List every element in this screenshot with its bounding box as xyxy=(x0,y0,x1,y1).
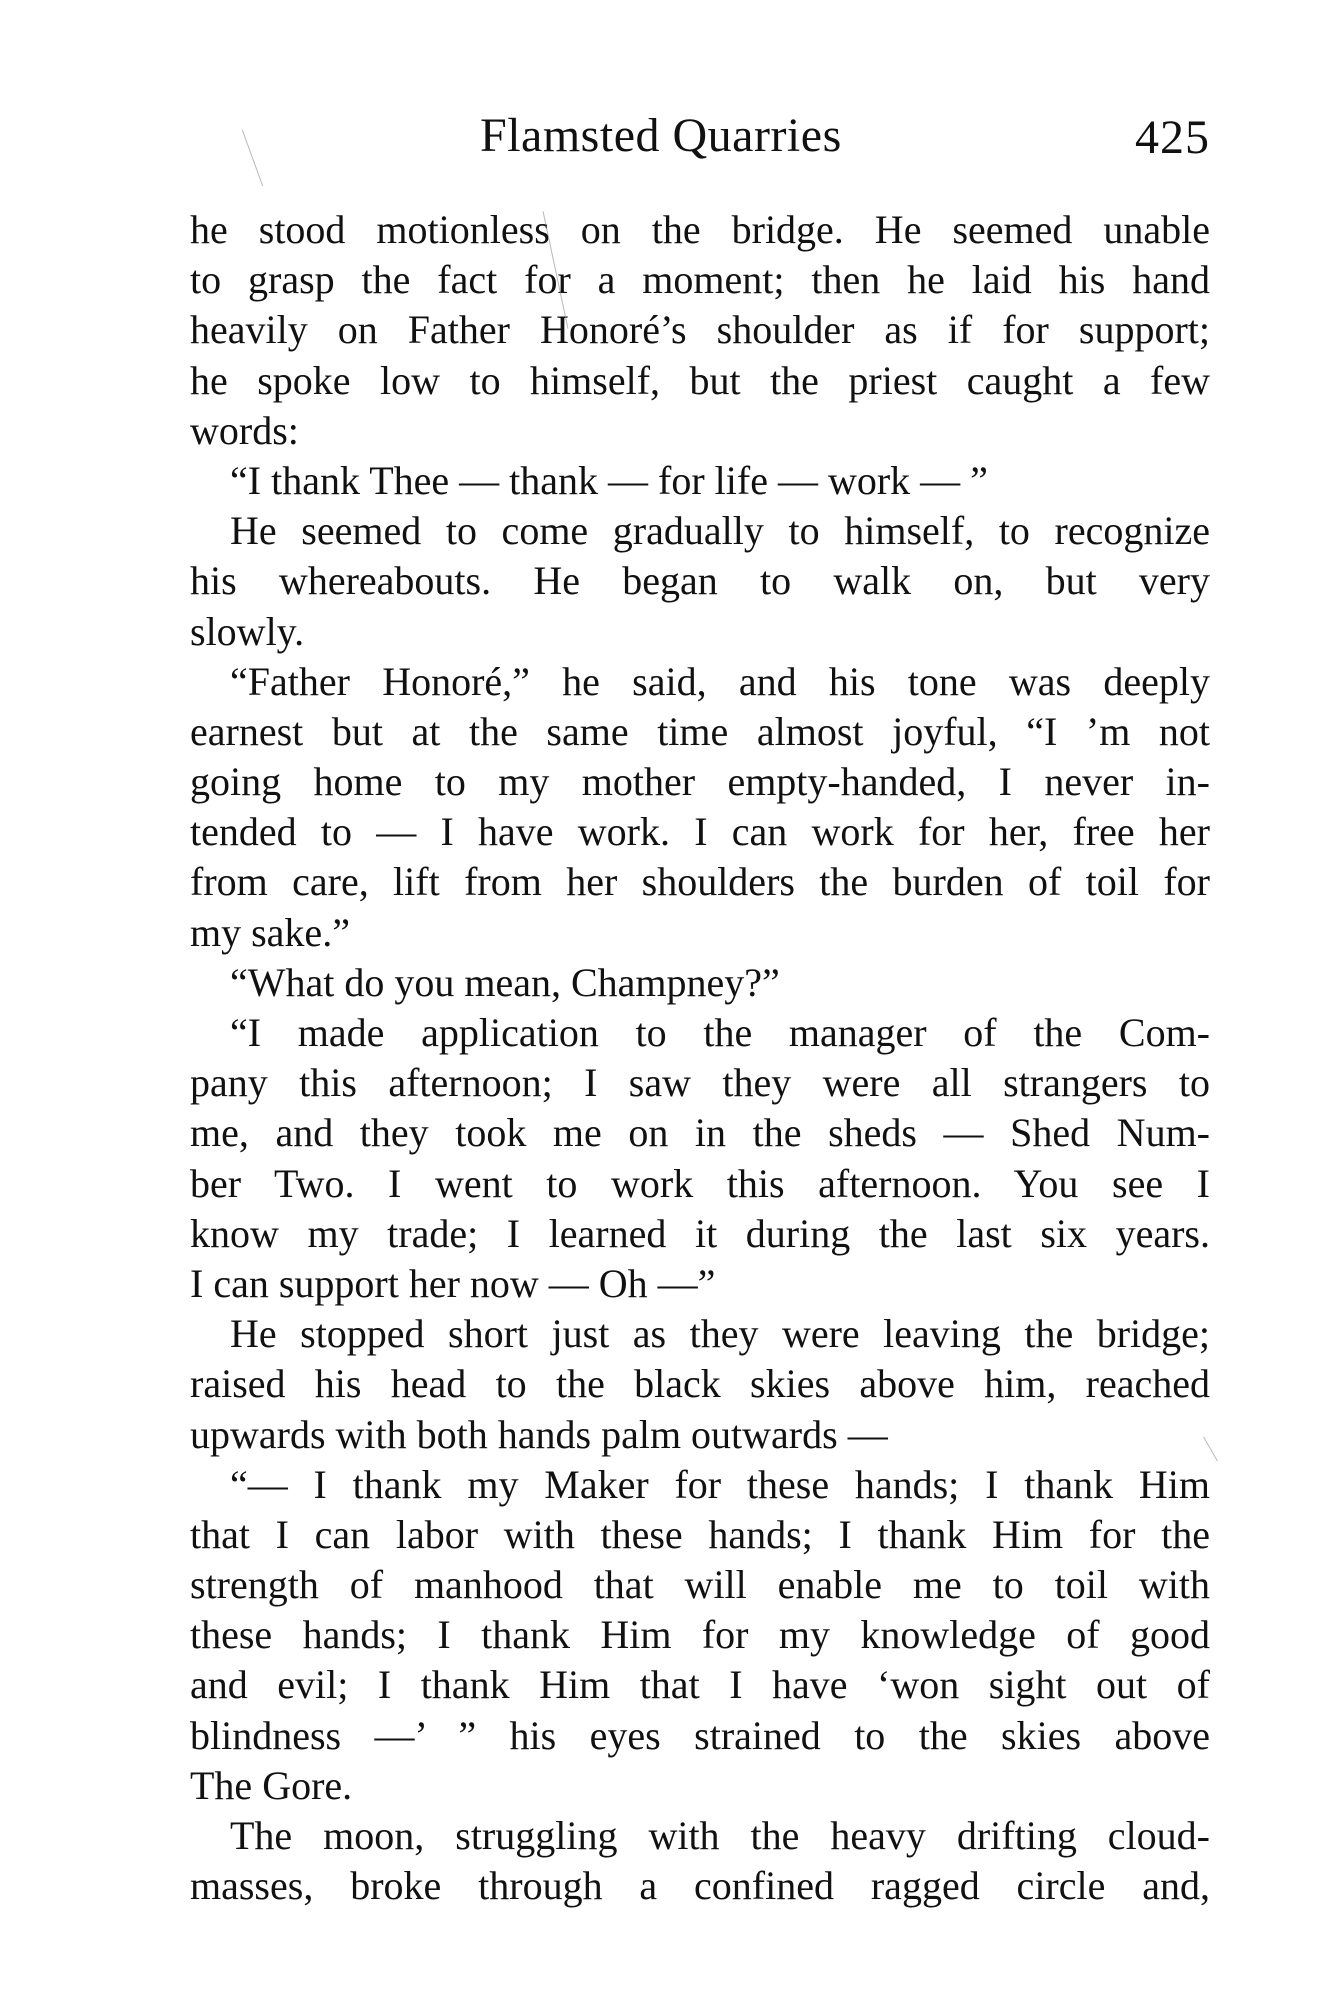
text-line: “— I thank my Maker for these hands; I thank Him xyxy=(230,1461,1210,1507)
text-line: tended to — I have work. I can work for her, free her xyxy=(190,809,1210,855)
text-line: going home to my mother empty-handed, I never in- xyxy=(190,759,1210,805)
text-line: that I can labor with these hands; I thank Him for the xyxy=(190,1511,1210,1557)
text-line: my sake.” xyxy=(190,909,350,955)
text-line: slowly. xyxy=(190,608,305,654)
text-line: “I thank Thee — thank — for life — work — ” xyxy=(230,457,988,503)
text-line: I can support her now — Oh —” xyxy=(190,1260,716,1306)
text-line: these hands; I thank Him for my knowledge of good xyxy=(190,1612,1210,1658)
text-line: know my trade; I learned it during the last six years. xyxy=(190,1210,1210,1256)
text-line: to grasp the fact for a moment; then he laid his hand xyxy=(190,257,1210,303)
text-line: ber Two. I went to work this afternoon. You see I xyxy=(190,1160,1210,1206)
text-line: He seemed to come gradually to himself, to recognize xyxy=(230,508,1210,554)
page-number: 425 xyxy=(1135,111,1210,164)
text-line: “Father Honoré,” he said, and his tone was deeply xyxy=(230,658,1210,704)
text-line: his whereabouts. He began to walk on, but very xyxy=(190,558,1210,604)
text-line: earnest but at the same time almost joyful, “I ’m not xyxy=(190,708,1210,754)
text-line: masses, broke through a confined ragged circle and, xyxy=(190,1863,1210,1909)
text-line: strength of manhood that will enable me to toil with xyxy=(190,1562,1210,1608)
text-line: raised his head to the black skies above him, reached xyxy=(190,1361,1210,1407)
text-line: blindness —’ ” his eyes strained to the skies above xyxy=(190,1712,1210,1758)
body-text xyxy=(190,205,1210,1911)
text-line: heavily on Father Honoré’s shoulder as if for support; xyxy=(190,307,1210,353)
running-head xyxy=(190,108,1210,178)
text-line: “What do you mean, Champney?” xyxy=(230,959,780,1005)
text-line: he stood motionless on the bridge. He seemed unable xyxy=(190,207,1210,252)
text-line: The moon, struggling with the heavy drifting cloud- xyxy=(230,1813,1210,1858)
text-line: pany this afternoon; I saw they were all strangers to xyxy=(190,1060,1210,1106)
text-line: upwards with both hands palm outwards — xyxy=(190,1411,888,1457)
text-line: he spoke low to himself, but the priest caught a few xyxy=(190,357,1210,403)
running-title: Flamsted Quarries xyxy=(480,109,842,162)
text-line: He stopped short just as they were leaving the bridge; xyxy=(230,1311,1210,1357)
text-line: “I made application to the manager of the Com- xyxy=(230,1010,1210,1055)
text-line: me, and they took me on in the sheds — Shed Num- xyxy=(190,1110,1210,1156)
text-line: and evil; I thank Him that I have ‘won sight out of xyxy=(190,1662,1210,1708)
text-line: The Gore. xyxy=(190,1762,353,1808)
text-line: words: xyxy=(190,407,299,453)
text-line: from care, lift from her shoulders the burden of toil for xyxy=(190,859,1210,905)
